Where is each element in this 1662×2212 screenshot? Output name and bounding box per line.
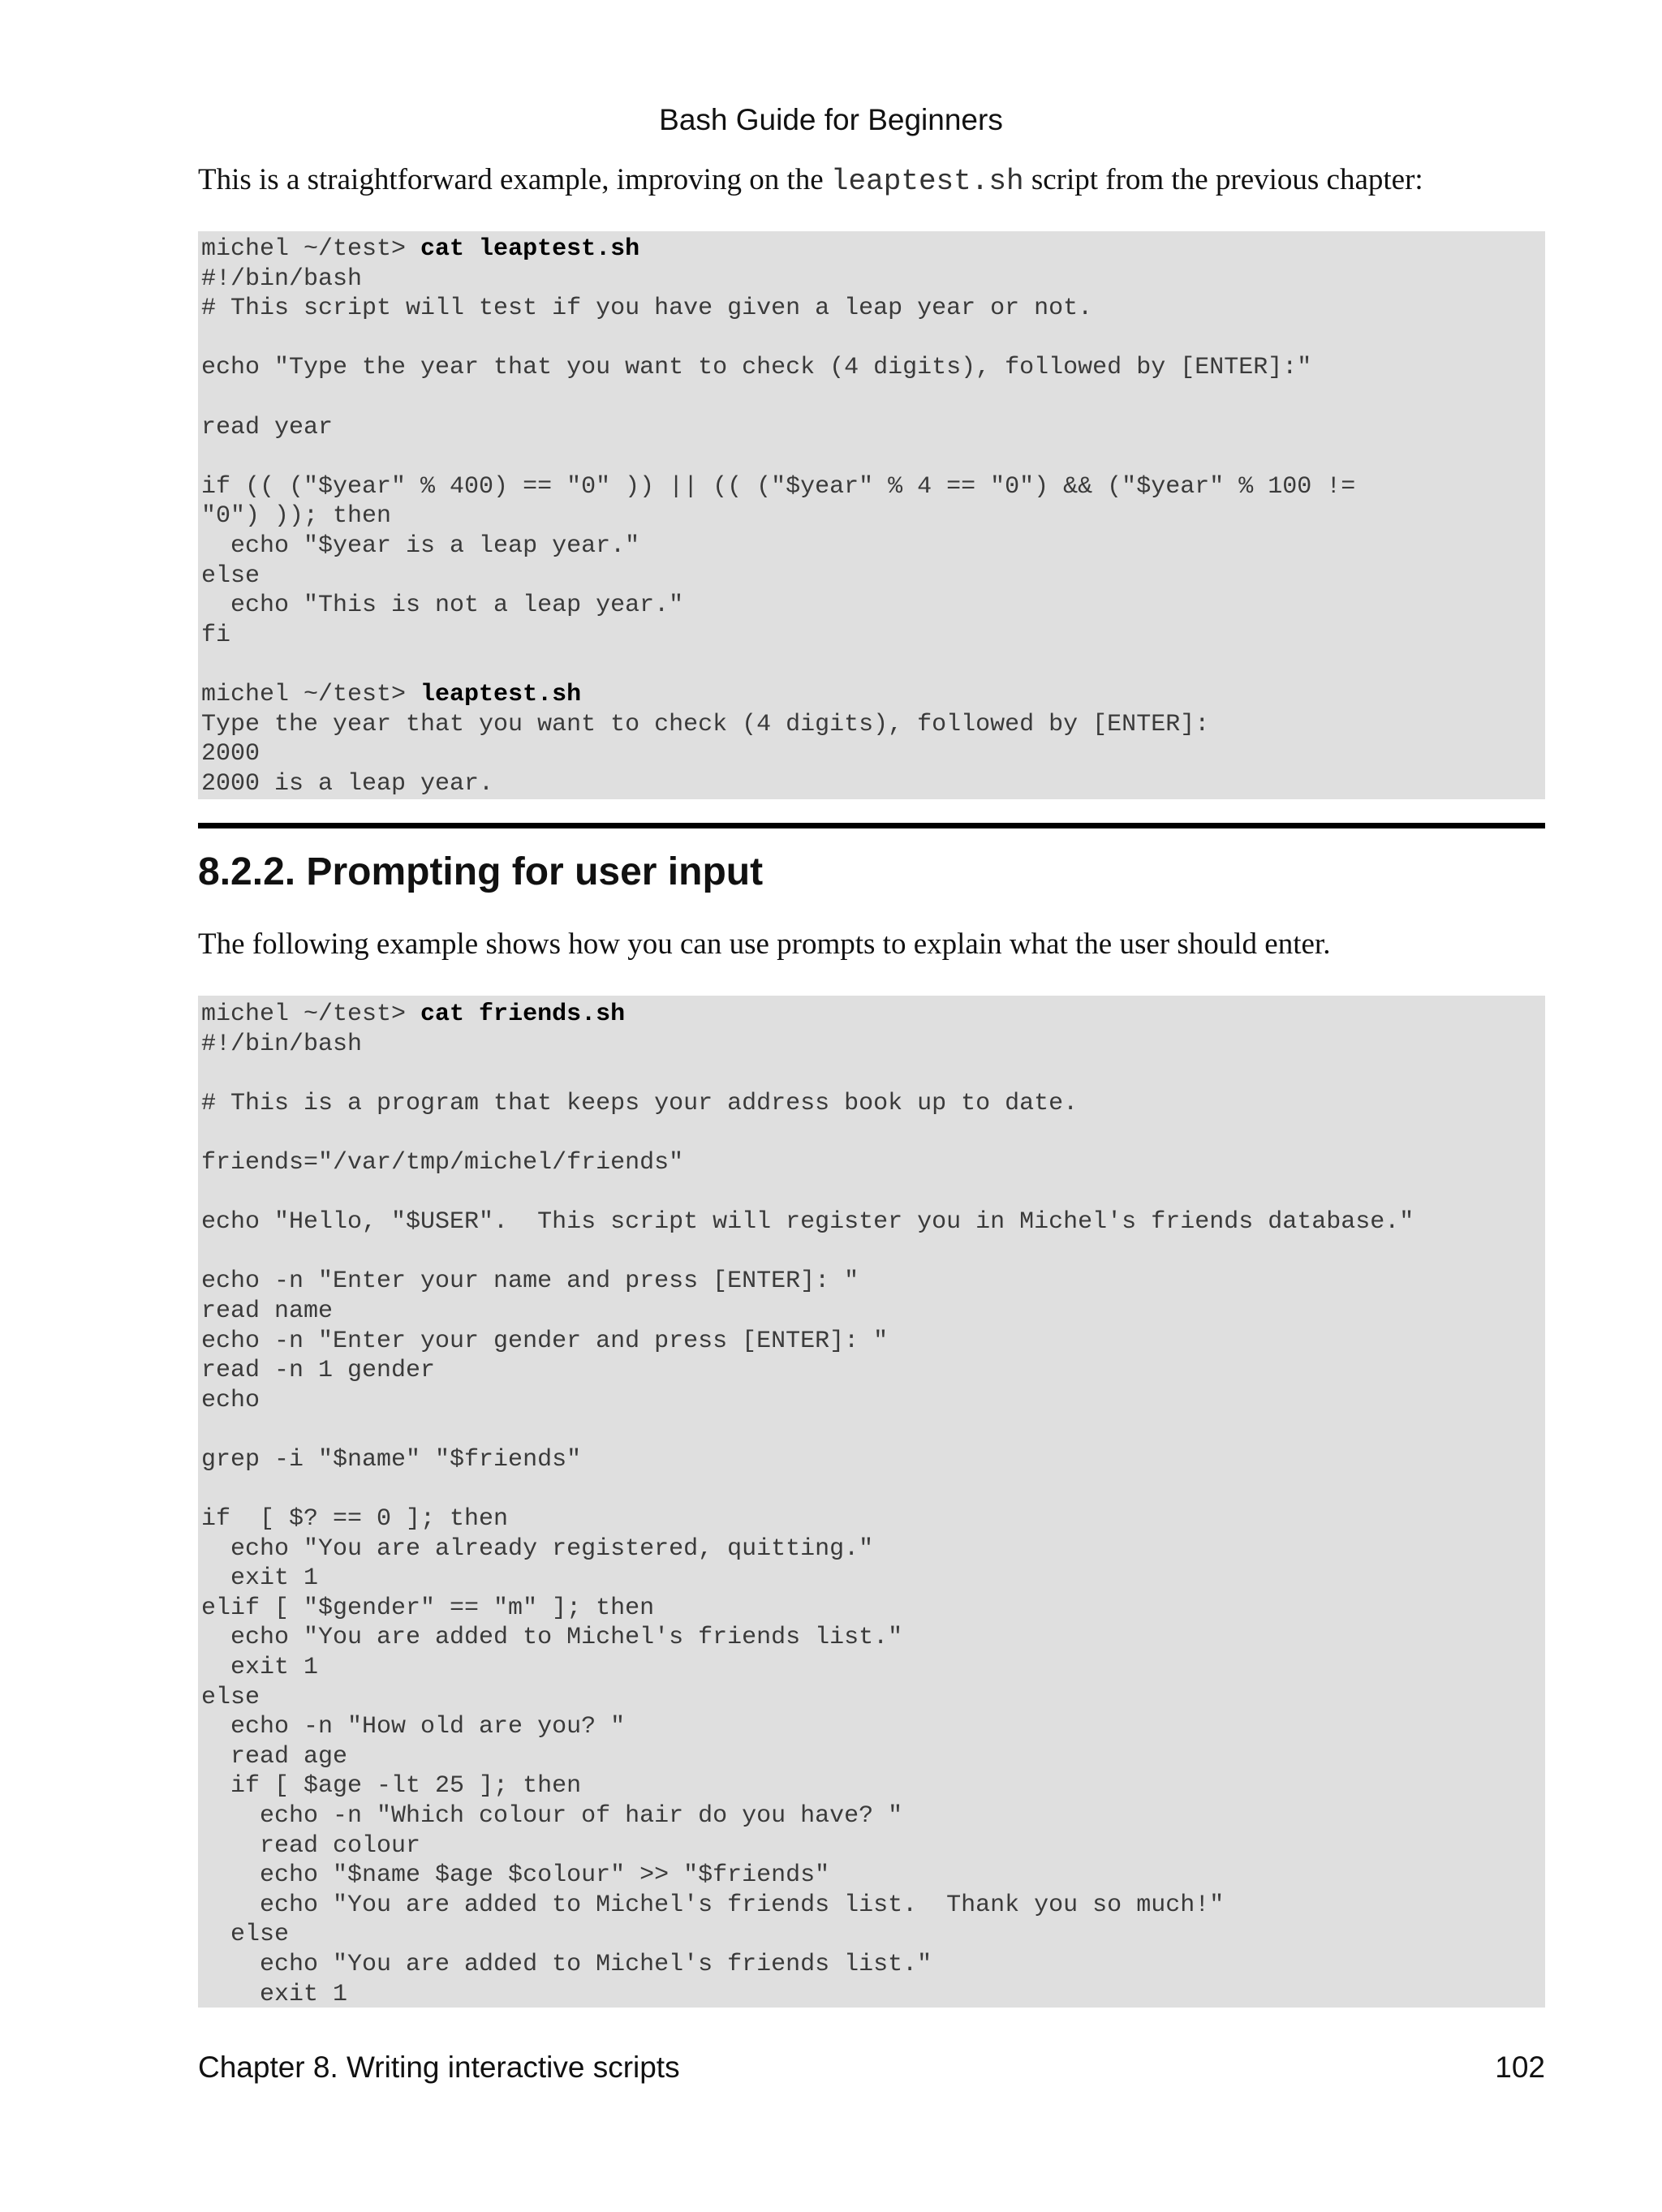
code-line: exit 1 [201,1980,348,2008]
code-line: echo -n "Enter your gender and press [ENTER]: " [201,1327,889,1355]
code-line: echo "Type the year that you want to check (4 digits), followed by [ENTER]:" [201,354,1312,382]
code-line: # This is a program that keeps your address book up to date. [201,1089,1079,1117]
code-line: echo [201,1386,260,1414]
running-header: Bash Guide for Beginners [659,103,1003,136]
code-line: exit 1 [201,1654,319,1682]
code-line: echo "Hello, "$USER". This script will register you in Michel's friends database." [201,1208,1414,1237]
footer-chapter-title: Chapter 8. Writing interactive scripts [198,2051,680,2084]
code-line: 2000 is a leap year. [201,769,494,798]
code-line: if [ $? == 0 ]; then [201,1505,509,1534]
code-line [201,1237,1545,1267]
code-line: "0") )); then [201,502,392,531]
shell-prompt: michel ~/test> [201,1001,421,1028]
code-line: echo "$name $age $colour" >> "$friends" [201,1861,830,1890]
section-heading: 8.2.2. Prompting for user input [198,850,764,893]
code-line [201,324,1545,354]
code-line [201,650,1545,680]
code-line: read name [201,1297,334,1325]
code-line: #!/bin/bash [201,1030,363,1058]
code-line: elif [ "$gender" == "m" ]; then [201,1594,655,1622]
footer-page-number: 102 [1495,2051,1545,2084]
code-line: # This script will test if you have given a leap year or not. [201,295,1093,323]
section-paragraph: The following example shows how you can use prompts to explain what the user should enter. [198,927,1331,961]
shell-command: cat leaptest.sh [420,235,640,263]
code-line: read year [201,413,334,441]
code-line [201,1118,1545,1148]
code-line: 2000 [201,740,260,768]
code-line: #!/bin/bash [201,265,363,293]
code-line: Type the year that you want to check (4 digits), followed by [ENTER]: [201,710,1210,738]
code-command-line [201,1000,1545,1030]
code-line: echo "You are added to Michel's friends list. Thank you so much!" [201,1891,1225,1919]
code-line [201,1475,1545,1505]
code-line: friends="/var/tmp/michel/friends" [201,1148,684,1177]
code-block-friends [198,996,1545,2008]
shell-prompt: michel ~/test> [201,235,421,263]
code-block-leaptest [198,231,1545,799]
code-line [201,442,1545,472]
code-line: read colour [201,1831,421,1860]
code-line: echo "$year is a leap year." [201,531,640,560]
code-line [201,1059,1545,1089]
code-line: else [201,1683,260,1711]
code-line: read -n 1 gender [201,1357,436,1385]
code-line: echo -n "Which colour of hair do you have? " [201,1802,903,1831]
code-line: else [201,562,260,590]
code-line: grep -i "$name" "$friends" [201,1445,582,1474]
intro-inline-code: leaptest.sh [830,165,1024,198]
code-line: if [ $age -lt 25 ]; then [201,1772,582,1801]
shell-command: leaptest.sh [420,680,582,708]
intro-paragraph [198,157,1545,204]
code-line: fi [201,621,231,649]
shell-prompt: michel ~/test> [201,680,421,708]
section-divider [198,823,1545,828]
code-line: if (( ("$year" % 400) == "0" )) || (( ("$year" % 4 == "0") && ("$year" % 100 != [201,472,1356,501]
shell-command: cat friends.sh [420,1001,626,1028]
code-line: echo -n "How old are you? " [201,1713,626,1741]
code-line: echo -n "Enter your name and press [ENTER]: " [201,1267,859,1296]
code-line: echo "You are added to Michel's friends list." [201,1951,932,1978]
intro-text-before: This is a straightforward example, improving on the [198,163,831,196]
code-line [201,1178,1545,1208]
code-command-line [201,680,1545,710]
code-line [201,383,1545,413]
code-line: echo "This is not a leap year." [201,592,684,620]
code-line: else [201,1921,290,1949]
code-line: echo "You are already registered, quitting." [201,1534,874,1563]
intro-text-after: script from the previous chapter: [1023,163,1423,196]
code-line: echo "You are added to Michel's friends list." [201,1624,903,1652]
code-line: read age [201,1742,348,1771]
code-line: exit 1 [201,1564,319,1593]
code-command-line [201,235,1545,265]
code-line [201,1415,1545,1445]
